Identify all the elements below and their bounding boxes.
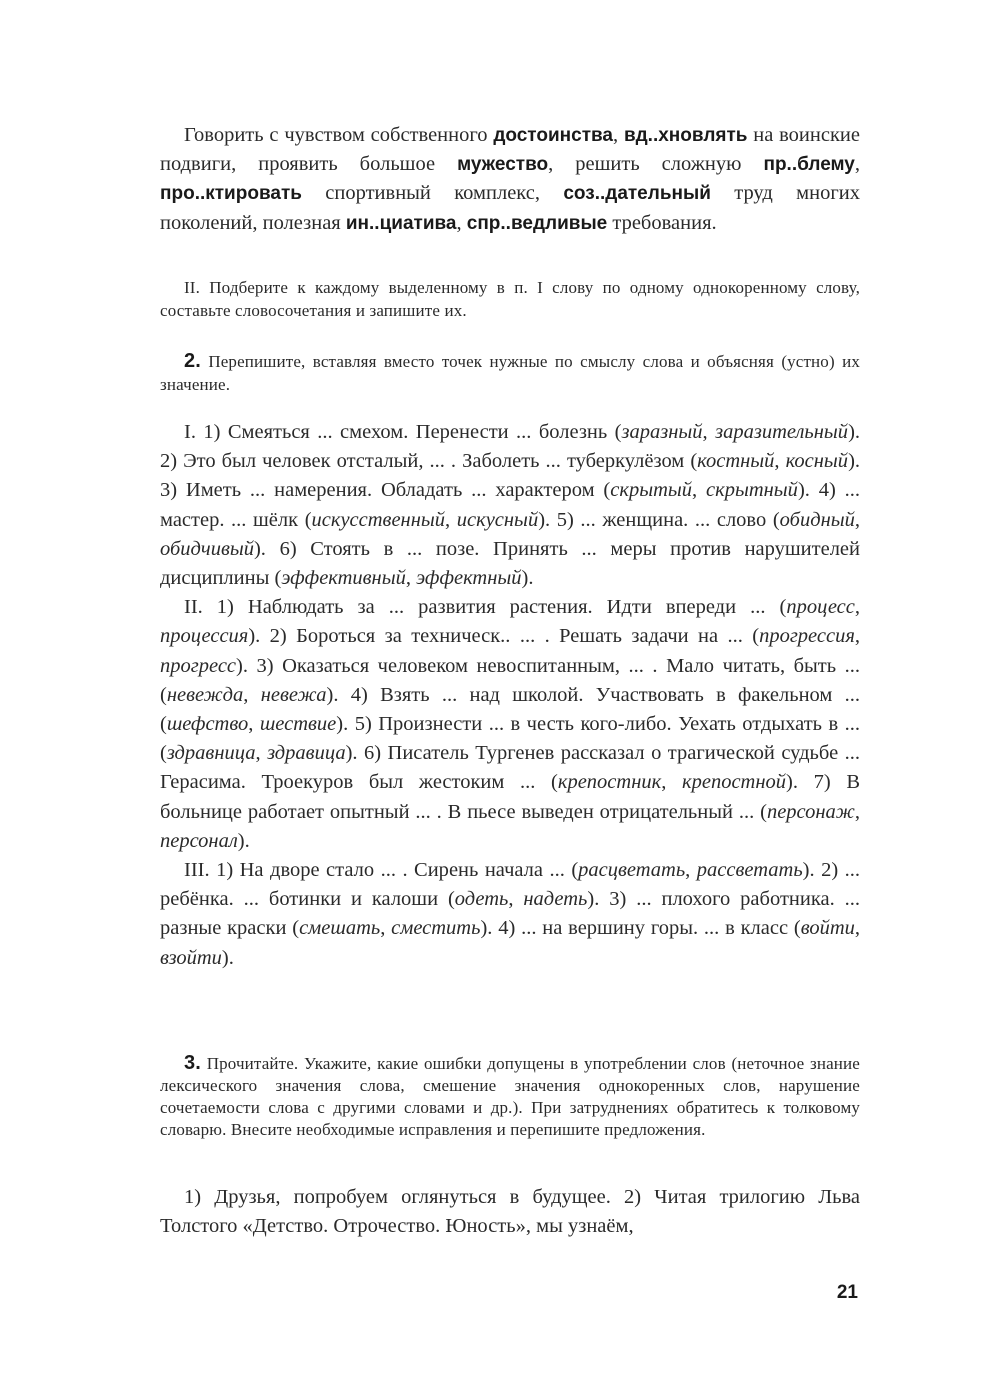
page-number: 21 bbox=[836, 1282, 858, 1303]
highlighted-word: про..ктировать bbox=[160, 183, 302, 205]
task-instruction: 3. Прочитайте. Укажите, какие ошибки допущены в употреблении слов (неточное знание лексического значения слова, смешение значения однокоренных слов, нарушение сочетаемости слова с другими словами и др.). При затруднениях обратитесь к толковому словарю. Внесите необходимые исправления и перепишите предложения. bbox=[160, 1052, 860, 1139]
exercise-2-part-1: I. 1) Смеяться ... смехом. Перенести ... болезнь (заразный, заразительный). 2) Это был человек отсталый, ... . Заболеть ... туберкулёзом (костный, косный). 3) Иметь ... намерения. Обладать ... характером (скрытый, скрытный). 4) ... мастер. ... шёлк (искусственный, искусный). 5) ... женщина. ... слово (обидный, обидчивый). 6) Стоять в ... позе. Принять ... меры против нарушителей дисциплины (эффективный, эффектный). bbox=[160, 421, 861, 590]
exercise-2-part-2: II. 1) Наблюдать за ... развития растения. Идти впереди ... (процесс, процессия). 2) Бороться за техническ.. ... . Решать задачи на ... (прогрессия, прогресс). 3) Оказаться человеком невоспитанным, ... . Мало читать, быть ... (невежда, невежа). 4) Взять ... над школой. Участвовать в факельном ... (шефство, шествие). 5) Произнести ... в честь кого-либо. Уехать отдыхать в ... (здравница, здравица). 6) Писатель Тургенев рассказал о трагической судьбе ... Герасима. Троекуров был жестоким ... (крепостник, крепостной). 7) В больнице работает опытный ... . В пьесе выведен отрицательный ... (персонаж, персонал). bbox=[160, 596, 861, 852]
exercise-2-part-3: III. 1) На дворе стало ... . Сирень начала ... (расцветать, рассветать). 2) ... ребёнка. ... ботинки и калоши (одеть, надеть). 3) ... плохого работника. ... разные краски (смешать, сместить). 4) ... на вершину горы. ... в класс (войти, взойти). bbox=[160, 859, 861, 969]
highlighted-word: пр..блему bbox=[763, 154, 855, 176]
highlighted-word: ин..циатива bbox=[345, 212, 457, 234]
exercise-1-part-2 bbox=[160, 277, 860, 322]
exercise-3-sentences: 1) Друзья, попробуем оглянуться в будущее. 2) Читая трилогию Льва Толстого «Детство. Отрочество. Юность», мы узнаём, bbox=[160, 1186, 860, 1238]
exercise-3-body bbox=[160, 1183, 860, 1241]
exercise-2-header bbox=[160, 350, 860, 396]
exercise-number: 2. bbox=[184, 350, 201, 372]
exercise-2-body bbox=[160, 418, 860, 973]
highlighted-word: вд..хновлять bbox=[623, 125, 748, 146]
task-instruction: II. Подберите к каждому выделенному в п. I слову по одному однокоренному слову, составьте словосочетания и запишите их. bbox=[160, 278, 860, 320]
exercise-1-word-list bbox=[160, 121, 860, 238]
exercise-number: 3. bbox=[184, 1052, 201, 1074]
highlighted-word: мужество bbox=[457, 154, 549, 176]
highlighted-word: достоинства bbox=[493, 125, 613, 146]
task-instruction: 2. Перепишите, вставляя вместо точек нужные по смыслу слова и объясняя (устно) их значение. bbox=[160, 350, 860, 394]
highlighted-word: спр..ведливые bbox=[466, 212, 608, 234]
exercise-3-header bbox=[160, 1052, 860, 1141]
highlighted-word: соз..дательный bbox=[563, 183, 711, 205]
exercise-1-paragraph: Говорить с чувством собственного достоинства, вд..хновлять на воинские подвиги, проявить большое мужество, решить сложную пр..блему, про..ктировать спортивный комплекс, соз..дательный труд многих поколений, полезная ин..циатива, спр..ведливые требования. bbox=[160, 124, 861, 234]
